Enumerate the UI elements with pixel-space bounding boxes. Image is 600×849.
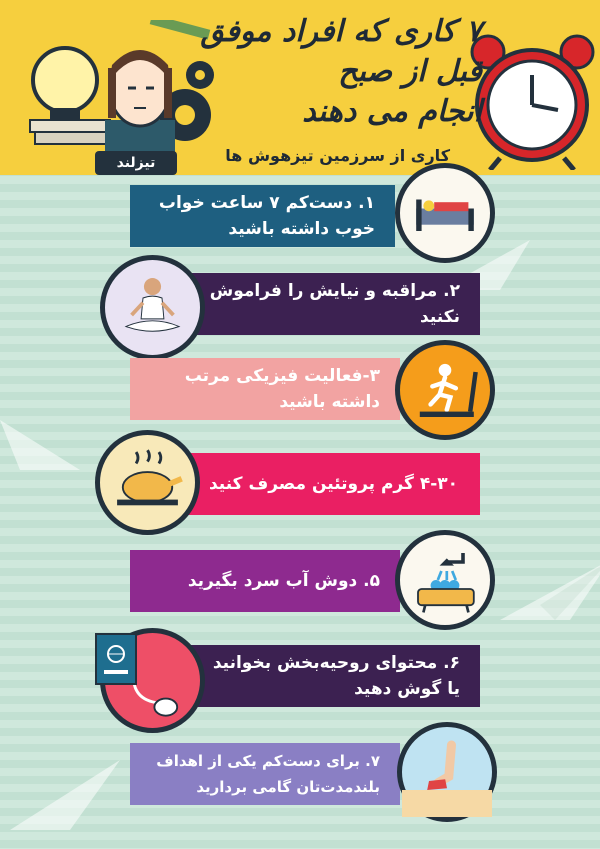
step-text-line: ۶. محتوای روحیه‌بخش بخوانید <box>212 653 460 673</box>
step-card-6 <box>180 645 480 707</box>
title-line: ۷ کاری که افراد موفق <box>200 14 482 49</box>
step-card-7 <box>130 743 400 805</box>
book-icon <box>94 632 140 686</box>
alarm-clock-icon <box>470 30 595 170</box>
paper-plane-icon <box>0 420 80 470</box>
bed-icon <box>400 168 490 258</box>
step-text-line: خوب داشته باشید <box>228 219 375 239</box>
step-card-4 <box>180 453 480 515</box>
title-line: قبل از صبح <box>338 54 482 89</box>
step-text-line: بلندمدت‌تان گامی بردارید <box>196 778 380 796</box>
step-card-1 <box>130 185 395 247</box>
step-text-line: داشته باشید <box>279 392 380 412</box>
step-card-5 <box>130 550 400 612</box>
step-icon-circle <box>395 340 495 440</box>
page-title <box>182 12 482 132</box>
treadmill-icon <box>400 345 490 435</box>
step-text-line: نکنید <box>420 307 460 327</box>
paper-plane-icon <box>500 560 600 620</box>
step-text-line: ۵. دوش آب سرد بگیرید <box>187 571 380 591</box>
subtitle: کاری از سرزمین تیزهوش ها <box>225 146 450 165</box>
title-line: انجام می دهند <box>302 94 482 129</box>
step-icon-circle <box>95 430 200 535</box>
step-icon-circle <box>397 722 497 822</box>
step-card-3 <box>130 358 400 420</box>
step-text-line: ۳-فعالیت فیزیکی مرتب <box>184 366 380 386</box>
step-icon-circle <box>100 255 205 360</box>
step-icon-circle <box>395 163 495 263</box>
meditation-icon <box>105 260 200 355</box>
step-text-line: ۷. برای دست‌کم یکی از اهداف <box>156 752 380 770</box>
roast-chicken-icon <box>100 435 195 530</box>
step-icon-circle <box>395 530 495 630</box>
step-text-line: یا گوش دهید <box>354 679 460 699</box>
walking-leg-icon <box>402 727 492 817</box>
shower-icon <box>400 535 490 625</box>
step-text-line: ۴-۳۰ گرم پروتئین مصرف کنید <box>208 474 458 494</box>
paper-plane-icon <box>10 760 120 830</box>
step-text-line: ۲. مراقبه و نیایش را فراموش <box>209 281 460 301</box>
logo: تیزلند <box>95 151 177 175</box>
header-banner <box>0 0 600 175</box>
step-text-line: ۱. دست‌کم ۷ ساعت خواب <box>158 193 375 213</box>
step-card-2 <box>180 273 480 335</box>
